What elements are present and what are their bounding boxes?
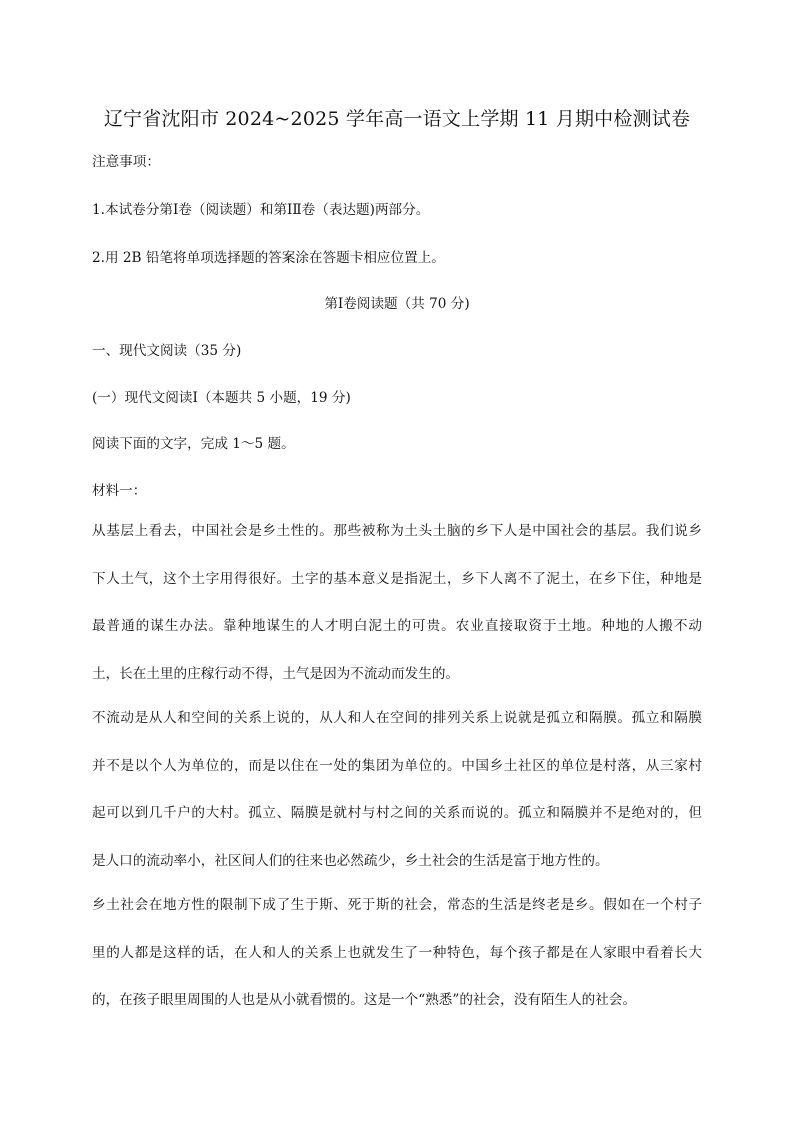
paragraph-line: 最普通的谋生办法。靠种地谋生的人才明白泥土的可贵。农业直接取资于土地。种地的人搬不动: [92, 618, 702, 634]
paragraph-line: 乡土社会在地方性的限制下成了生于斯、死于斯的社会，常态的生活是终老是乡。假如在一个村子: [92, 897, 702, 913]
paragraph-line: 是人口的流动率小，社区间人们的往来也必然疏少，乡土社会的生活是富于地方性的。: [92, 852, 609, 869]
paragraph-line: 的，在孩子眼里周围的人也是从小就看惯的。这是一个“熟悉”的社会，没有陌生人的社会。: [92, 992, 637, 1008]
reading-instruction: 阅读下面的文字，完成 1～5 题。: [92, 436, 295, 452]
subsection-heading: (一）现代文阅读Ⅰ（本题共 5 小题，19 分): [92, 390, 351, 406]
exam-title: 辽宁省沈阳市 2024~2025 学年高一语文上学期 11 月期中检测试卷: [103, 108, 691, 130]
paragraph-1: [92, 519, 702, 709]
volume-heading: 第Ⅰ卷阅读题（共 70 分): [324, 296, 470, 312]
notice-item-1: 1.本试卷分第Ⅰ卷（阅读题）和第ⅠⅡ卷（表达题)两部分。: [92, 202, 430, 218]
section-heading: 一、现代文阅读（35 分): [92, 343, 242, 359]
paragraph-line: 下人土气，这个土字用得很好。土字的基本意义是指泥土，乡下人离不了泥土，在乡下住，种地是: [92, 570, 702, 587]
paragraph-line: 起可以到几千户的大村。孤立、隔膜是就村与村之间的关系而说的。孤立和隔膜并不是绝对的，但: [92, 805, 702, 821]
notice-heading: 注意事项：: [92, 154, 160, 170]
paragraph-line: 从基层上看去，中国社会是乡土性的。那些被称为土头土脑的乡下人是中国社会的基层。我们说乡: [92, 523, 702, 539]
paragraph-line: 土，长在土里的庄稼行动不得，土气是因为不流动而发生的。: [92, 665, 460, 682]
paragraph-2: [92, 706, 702, 896]
material-label: 材料一：: [92, 483, 147, 499]
notice-item-2: 2.用 2B 铅笔将单项选择题的答案涂在答题卡相应位置上。: [92, 250, 445, 266]
paragraph-3: [92, 893, 702, 1036]
paragraph-line: 里的人都是这样的话，在人和人的关系上也就发生了一种特色，每个孩子都是在人家眼中看着长大: [92, 944, 702, 961]
paragraph-line: 并不是以个人为单位的，而是以住在一处的集团为单位的。中国乡土社区的单位是村落，从三家村: [92, 757, 702, 774]
paragraph-line: 不流动是从人和空间的关系上说的，从人和人在空间的排列关系上说就是孤立和隔膜。孤立和隔膜: [92, 710, 702, 726]
